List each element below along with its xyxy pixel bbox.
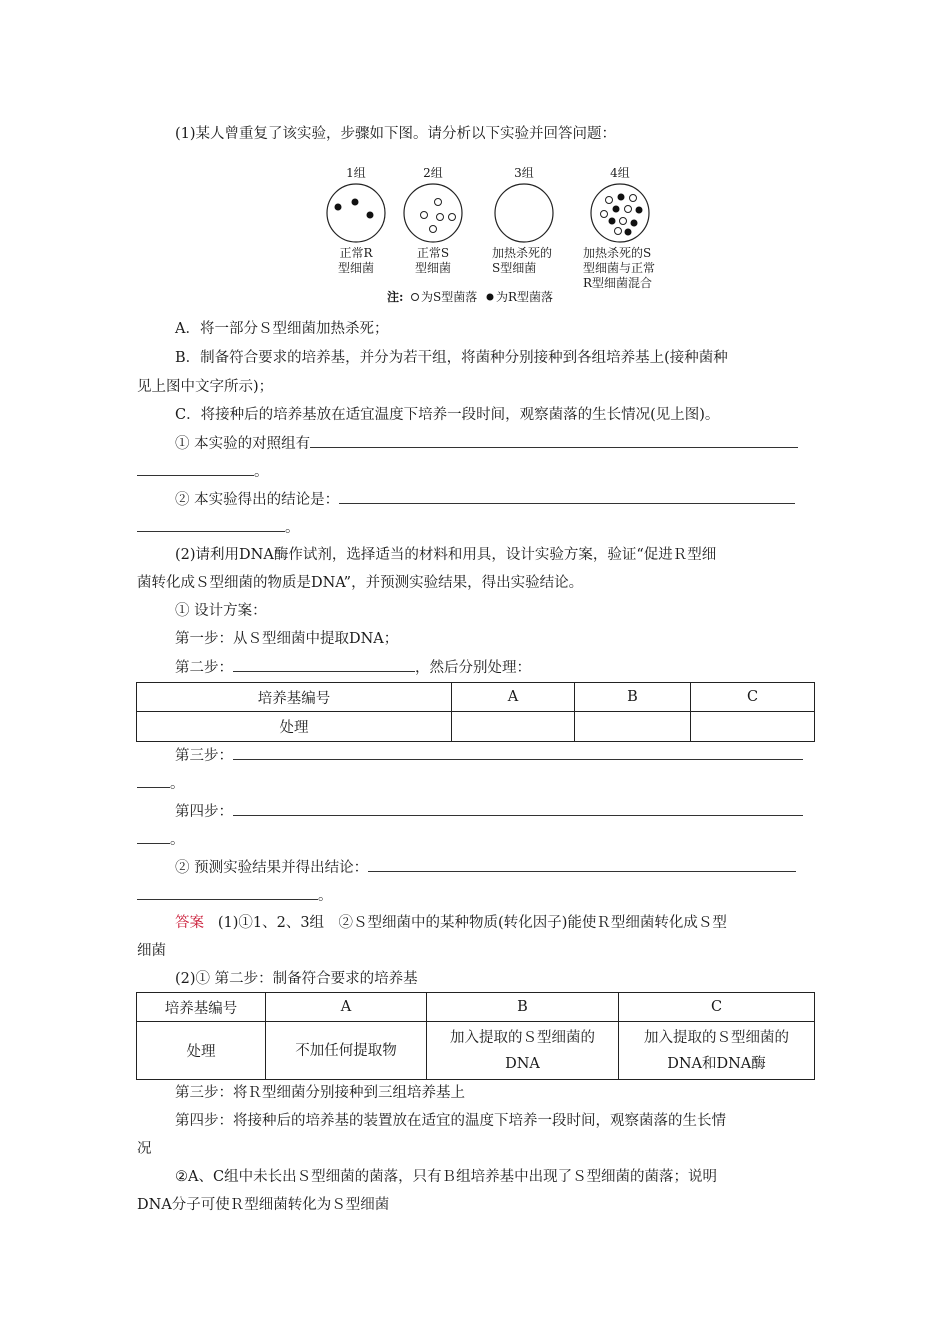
step-2-tail: ，然后分别处理： bbox=[415, 660, 531, 676]
dish-1 bbox=[327, 184, 385, 242]
group3-title: 3组 bbox=[514, 166, 534, 180]
table-header-cell: B bbox=[575, 683, 691, 712]
period: 。 bbox=[318, 888, 333, 904]
period: 。 bbox=[254, 464, 269, 480]
table-header-cell: 培养基编号 bbox=[137, 683, 452, 712]
period: 。 bbox=[170, 832, 185, 848]
s-colony bbox=[435, 199, 442, 206]
table-cell: 加入提取的Ｓ型细菌的 DNA bbox=[427, 1022, 619, 1080]
table-empty-cell[interactable] bbox=[691, 712, 815, 742]
group2-title: 2组 bbox=[423, 166, 443, 180]
table-header-cell: A bbox=[452, 683, 575, 712]
answer-blank[interactable] bbox=[233, 801, 803, 816]
part1-intro: (1)某人曾重复了该实验，步骤如下图。请分析以下实验并回答问题： bbox=[175, 126, 617, 142]
caption-line: R型细菌混合 bbox=[583, 276, 653, 290]
r-colony bbox=[625, 229, 632, 236]
question-1-label: ① 本实验的对照组有 bbox=[175, 436, 311, 452]
caption-line: S型细菌 bbox=[492, 261, 537, 275]
table-row-label: 处理 bbox=[137, 1022, 266, 1080]
caption-line: 加热杀死的S bbox=[583, 246, 652, 260]
answer-tag: 答案 bbox=[175, 915, 204, 931]
group1-caption bbox=[326, 246, 386, 276]
answer-step3: 第三步：将Ｒ型细菌分别接种到三组培养基上 bbox=[175, 1085, 465, 1101]
answer-blank[interactable] bbox=[233, 745, 803, 760]
table-header-cell: C bbox=[619, 993, 815, 1022]
s-colony bbox=[430, 226, 437, 233]
answer-step4-line1: 第四步：将接种后的培养基的装置放在适宜的温度下培养一段时间，观察菌落的生长情 bbox=[175, 1113, 726, 1129]
caption-line: 型细菌 bbox=[337, 261, 374, 275]
legend-s-symbol bbox=[412, 294, 419, 301]
group3-caption bbox=[492, 246, 552, 276]
answer-line1b: 细菌 bbox=[137, 943, 166, 959]
caption-line: 加热杀死的 bbox=[492, 246, 553, 260]
table-header-cell: A bbox=[266, 993, 427, 1022]
answer-blank[interactable] bbox=[137, 773, 170, 788]
figure-note-prefix: 注: bbox=[387, 290, 404, 304]
table-row-label: 处理 bbox=[137, 712, 452, 742]
s-colony bbox=[437, 214, 444, 221]
table-header-cell: B bbox=[427, 993, 619, 1022]
answer-table bbox=[136, 992, 815, 1080]
step-b-line2: 见上图中文字所示)； bbox=[137, 379, 274, 395]
answer-conclusion-line1: ②A、C组中未长出Ｓ型细菌的菌落，只有Ｂ组培养基中出现了Ｓ型细菌的菌落；说明 bbox=[175, 1169, 718, 1185]
answer-blank[interactable] bbox=[368, 857, 796, 872]
answer-step4-line2: 况 bbox=[137, 1141, 152, 1157]
table-header-cell: 培养基编号 bbox=[137, 993, 266, 1022]
question-1-cont bbox=[137, 461, 269, 482]
step-3-cont bbox=[137, 773, 185, 794]
step-4 bbox=[175, 801, 803, 822]
r-colony bbox=[631, 220, 638, 227]
step-2 bbox=[175, 657, 531, 678]
s-colony bbox=[601, 211, 608, 218]
r-colony bbox=[609, 218, 616, 225]
prediction-cont bbox=[137, 885, 333, 906]
answer-line2: (2)① 第二步：制备符合要求的培养基 bbox=[175, 971, 418, 987]
figure-note-s: 为S型菌落 bbox=[421, 290, 478, 304]
question-1 bbox=[175, 433, 798, 454]
r-colony bbox=[352, 199, 359, 206]
caption-line: 正常R bbox=[339, 246, 373, 260]
s-colony bbox=[630, 195, 637, 202]
r-colony bbox=[335, 204, 342, 211]
step-c: C．将接种后的培养基放在适宜温度下培养一段时间，观察菌落的生长情况(见上图)。 bbox=[175, 407, 720, 423]
dish-3 bbox=[495, 184, 553, 242]
caption-line: 正常S bbox=[416, 246, 450, 260]
table-cell: 加入提取的Ｓ型细菌的 DNA和DNA酶 bbox=[619, 1022, 815, 1080]
r-colony bbox=[367, 212, 374, 219]
step-1: 第一步：从Ｓ型细菌中提取DNA； bbox=[175, 631, 399, 647]
answer-blank[interactable] bbox=[137, 517, 285, 532]
answer-blank[interactable] bbox=[137, 829, 170, 844]
figure-note-r: 为R型菌落 bbox=[496, 290, 554, 304]
step-4-label: 第四步： bbox=[175, 804, 233, 820]
answer-blank[interactable] bbox=[233, 657, 415, 672]
r-colony bbox=[613, 206, 620, 213]
s-colony bbox=[606, 197, 613, 204]
r-colony bbox=[618, 194, 625, 201]
step-4-cont bbox=[137, 829, 185, 850]
group4-title: 4组 bbox=[610, 166, 630, 180]
question-2-cont bbox=[137, 517, 300, 538]
s-colony bbox=[615, 228, 622, 235]
group4-caption bbox=[583, 246, 655, 291]
prediction-label: ② 预测实验结果并得出结论： bbox=[175, 860, 369, 876]
group2-caption bbox=[403, 246, 463, 276]
step-a: A．将一部分Ｓ型细菌加热杀死； bbox=[175, 321, 389, 337]
part2-intro-line1: (2)请利用DNA酶作试剂，选择适当的材料和用具，设计实验方案，验证“促进Ｒ型细 bbox=[175, 547, 717, 563]
answer-text: (1)①1、2、3组 ②Ｓ型细菌中的某种物质(转化因子)能使Ｒ型细菌转化成Ｓ型 bbox=[217, 915, 727, 931]
s-colony bbox=[625, 206, 632, 213]
step-3 bbox=[175, 745, 803, 766]
answer-blank[interactable] bbox=[310, 433, 798, 448]
period: 。 bbox=[285, 520, 300, 536]
table-cell: 不加任何提取物 bbox=[266, 1022, 427, 1080]
petri-dishes bbox=[0, 0, 950, 320]
table-header-cell: C bbox=[691, 683, 815, 712]
s-colony bbox=[620, 218, 627, 225]
caption-line: 型细菌与正常 bbox=[583, 261, 656, 275]
answer-blank[interactable] bbox=[339, 489, 795, 504]
design-heading: ① 设计方案： bbox=[175, 603, 267, 619]
s-colony bbox=[449, 214, 456, 221]
table-empty-cell[interactable] bbox=[575, 712, 691, 742]
answer-blank[interactable] bbox=[137, 885, 318, 900]
dish-2 bbox=[404, 184, 462, 242]
step-b-line1: B．制备符合要求的培养基，并分为若干组，将菌种分别接种到各组培养基上(接种菌种 bbox=[175, 350, 728, 366]
answer-blank[interactable] bbox=[137, 461, 254, 476]
table-empty-cell[interactable] bbox=[452, 712, 575, 742]
prediction bbox=[175, 857, 796, 878]
question-2 bbox=[175, 489, 795, 510]
step-3-label: 第三步： bbox=[175, 748, 233, 764]
part2-intro-line2: 菌转化成Ｓ型细菌的物质是DNA”，并预测实验结果，得出实验结论。 bbox=[137, 575, 584, 591]
legend-r-symbol bbox=[487, 294, 494, 301]
step-2-label: 第二步： bbox=[175, 660, 233, 676]
question-2-label: ② 本实验得出的结论是： bbox=[175, 492, 340, 508]
group1-title: 1组 bbox=[346, 166, 366, 180]
period: 。 bbox=[170, 776, 185, 792]
s-colony bbox=[421, 212, 428, 219]
blank-table bbox=[136, 682, 815, 742]
r-colony bbox=[636, 207, 643, 214]
caption-line: 型细菌 bbox=[414, 261, 451, 275]
answer-conclusion-line2: DNA分子可使Ｒ型细菌转化为Ｓ型细菌 bbox=[137, 1197, 390, 1213]
answer-line1 bbox=[175, 913, 727, 933]
